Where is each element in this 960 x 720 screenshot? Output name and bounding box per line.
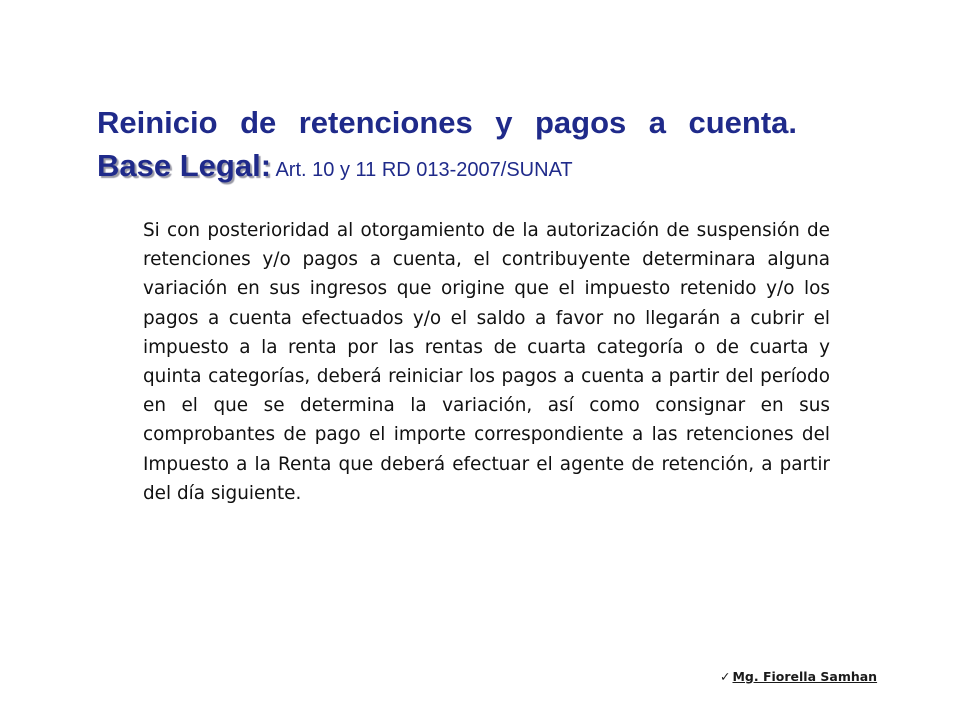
- footer-credit: [720, 669, 877, 684]
- slide-title: Reinicio de retenciones y pagos a cuenta.: [97, 105, 797, 140]
- base-legal-label: Base Legal:: [97, 148, 272, 183]
- checkmark-icon: ✓: [720, 669, 731, 684]
- body-paragraph: Si con posterioridad al otorgamiento de la autorización de suspensión de retenciones y/o pagos a cuenta, el contribuyente determinara alguna variación en sus ingresos que origine que el impuesto retenido y/o los pagos a cuenta efectuados y/o el saldo a favor no llegarán a cubrir el impuesto a la renta por las rentas de cuarta categoría o de cuarta y quinta categorías, deberá reiniciar los pagos a cuenta a partir del período en el que se determina la variación, así como consignar en sus comprobantes de pago el importe correspondiente a las retenciones del Impuesto a la Renta que deberá efectuar el agente de retención, a partir del día siguiente.: [143, 220, 830, 504]
- author-name: Mg. Fiorella Samhan: [732, 669, 878, 684]
- base-legal-line: [97, 146, 573, 191]
- base-legal-reference: Art. 10 y 11 RD 013-2007/SUNAT: [271, 159, 573, 181]
